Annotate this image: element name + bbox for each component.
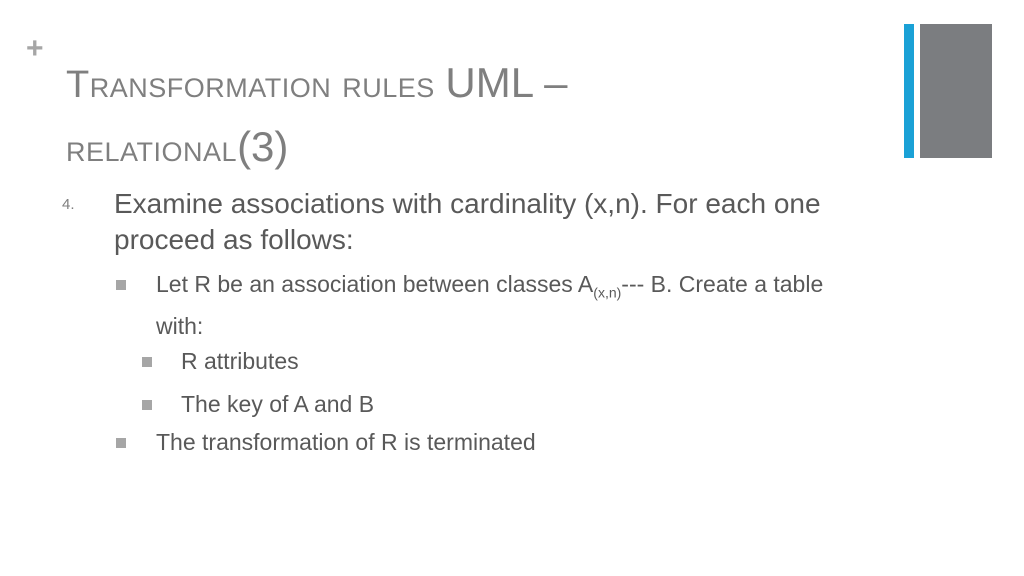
- sub-item-prefix: Let R be an association between classes A: [156, 271, 594, 297]
- square-bullet-icon: [142, 357, 152, 367]
- square-bullet-icon: [116, 280, 126, 290]
- title-part-3: relational: [66, 128, 238, 170]
- list-item-text: Examine associations with cardinality (x,n). For each one proceed as follows:: [114, 188, 821, 255]
- title-part-2: UML –: [445, 59, 568, 106]
- title-part-1: Transformation rules: [66, 64, 435, 106]
- sub-sub-item-keys: The key of A and B: [181, 391, 375, 417]
- sub-item-subscript: (x,n): [593, 284, 622, 301]
- title-line-2: [66, 116, 846, 180]
- plus-icon: +: [26, 32, 44, 65]
- square-bullet-icon: [142, 400, 152, 410]
- accent-bar-gray: [920, 24, 992, 158]
- accent-bar-blue: [904, 24, 914, 158]
- list-number: 4.: [62, 196, 75, 213]
- slide-title: [66, 52, 846, 180]
- title-part-4: (3): [237, 123, 289, 170]
- sub-item-terminated: The transformation of R is terminated: [156, 429, 536, 455]
- square-bullet-icon: [116, 438, 126, 448]
- sub-item-let-r: [156, 268, 856, 343]
- sub-sub-item-attributes: R attributes: [181, 348, 299, 374]
- sub-item-suffix: --- B. Create a table with:: [156, 271, 824, 339]
